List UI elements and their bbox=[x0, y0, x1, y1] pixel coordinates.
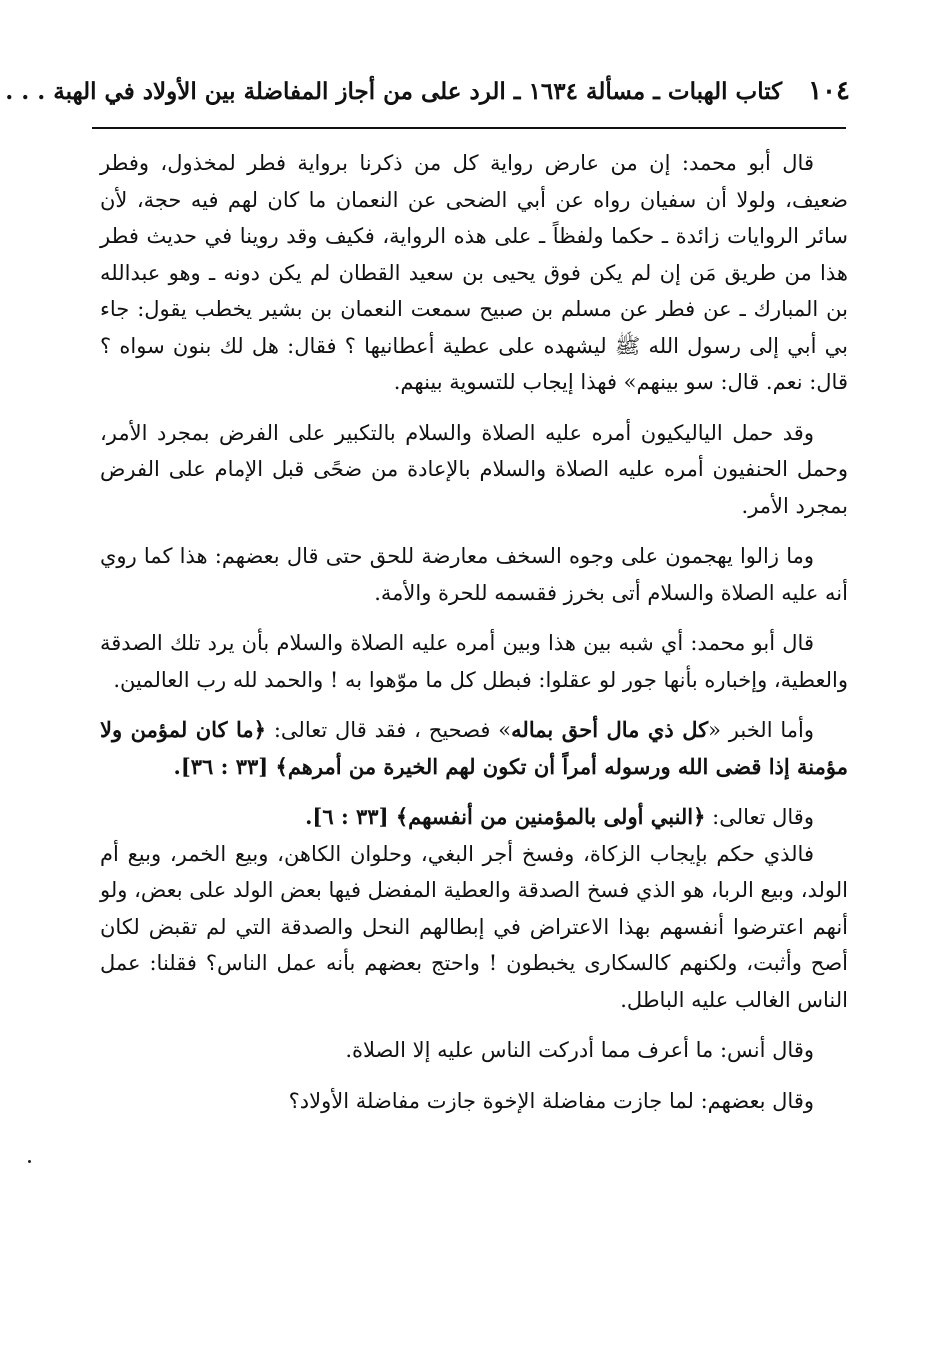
paragraph-text: وقد حمل الياليكيون أمره عليه الصلاة والسلام بالتكبير على الفرض بمجرد الأمر، وحمل الحنفيون أمره عليه الصلاة والسلام بالإعادة من ضحًى قبل الإمام على الفرض بمجرد الأمر. bbox=[100, 420, 848, 518]
page-header bbox=[5, 60, 850, 122]
paragraph-4 bbox=[100, 625, 848, 698]
paragraph-5 bbox=[100, 712, 848, 785]
paragraph-1 bbox=[100, 145, 848, 401]
paragraph-8 bbox=[100, 1032, 848, 1069]
paragraph-text: وقال تعالى: bbox=[705, 805, 814, 829]
quran-verse: ﴿ما كان لمؤمن ولا مؤمنة إذا قضى الله ورسوله أمراً أن تكون لهم الخيرة من أمرهم﴾ [٣٣ : ٣٦]. bbox=[100, 717, 848, 779]
quran-verse: ﴿النبي أولى بالمؤمنين من أنفسهم﴾ [٣٣ : ٦]. bbox=[305, 804, 706, 829]
hadith-quote: كل ذي مال أحق بماله bbox=[511, 717, 709, 742]
paragraph-text: وما زالوا يهجمون على وجوه السخف معارضة للحق حتى قال بعضهم: هذا كما روي أنه عليه الصلاة والسلام أتى بخرز فقسمه للحرة والأمة. bbox=[100, 544, 848, 605]
paragraph-text: وقال بعضهم: لما جازت مفاضلة الإخوة جازت مفاضلة الأولاد؟ bbox=[288, 1088, 814, 1113]
paragraph-6 bbox=[100, 799, 848, 836]
paragraph-text: فالذي حكم بإيجاب الزكاة، وفسخ أجر البغي، وحلوان الكاهن، وبيع الخمر، وبيع أم الولد، وبيع الربا، هو الذي فسخ الصدقة والعطية المفضل فيها بعض الولد على بعض، ولو أنهم اعترضوا أنفسهم بهذا الاعتراض في إبطالهم النحل والصدقة التي لم تقبض لكان أصح وأثبت، ولكنهم كالسكارى يخبطون ! واحتج بعضهم بأنه عمل الناس؟ فقلنا: عمل الناس الغالب عليه الباطل. bbox=[100, 841, 848, 1012]
body-text bbox=[100, 145, 848, 1119]
page-number: ١٠٤ bbox=[808, 76, 850, 106]
paragraph-text: » فصحيح ، فقد قال تعالى: bbox=[265, 718, 512, 742]
paragraph-3 bbox=[100, 538, 848, 611]
paragraph-text: قال أبو محمد: إن من عارض رواية كل من ذكرنا برواية فطر لمخذول، وفطر ضعيف، ولولا أن سفيان رواه عن أبي الضحى عن النعمان ما كان لهم فيه حجة، لأن سائر الروايات زائدة ـ حكما ولفظاً ـ على هذه الرواية، فكيف وقد روينا في حديث فطر هذا من طريق مَن إن لم يكن فوق يحيى بن سعيد القطان لم يكن دونه ـ وهو عبدالله بن المبارك ـ عن فطر عن مسلم بن صبيح سمعت النعمان بن بشير يخطب يقول: جاء بي أبي إلى رسول الله ﷺ ليشهده على عطية أعطانيها ؟ فقال: هل لك بنون سواه ؟ قال: نعم. قال: سو بينهم» فهذا إيجاب للتسوية بينهم. bbox=[100, 151, 848, 394]
paragraph-9 bbox=[100, 1083, 848, 1120]
running-title: كتاب الهبات ـ مسألة ١٦٣٤ ـ الرد على من أجاز المفاضلة بين الأولاد في الهبة . . . bbox=[5, 77, 783, 105]
paragraph-2 bbox=[100, 415, 848, 525]
paragraph-7 bbox=[100, 836, 848, 1019]
header-rule bbox=[92, 127, 846, 129]
paragraph-text: وأما الخبر « bbox=[708, 718, 814, 742]
paragraph-text: وقال أنس: ما أعرف مما أدركت الناس عليه إلا الصلاة. bbox=[345, 1038, 814, 1062]
paragraph-text: قال أبو محمد: أي شبه بين هذا وبين أمره عليه الصلاة والسلام بأن يرد تلك الصدقة والعطية، وإخباره بأنها جور لو عقلوا: فبطل كل ما موّهوا به ! والحمد لله رب العالمين. bbox=[100, 631, 848, 692]
stray-dot bbox=[28, 1160, 31, 1163]
